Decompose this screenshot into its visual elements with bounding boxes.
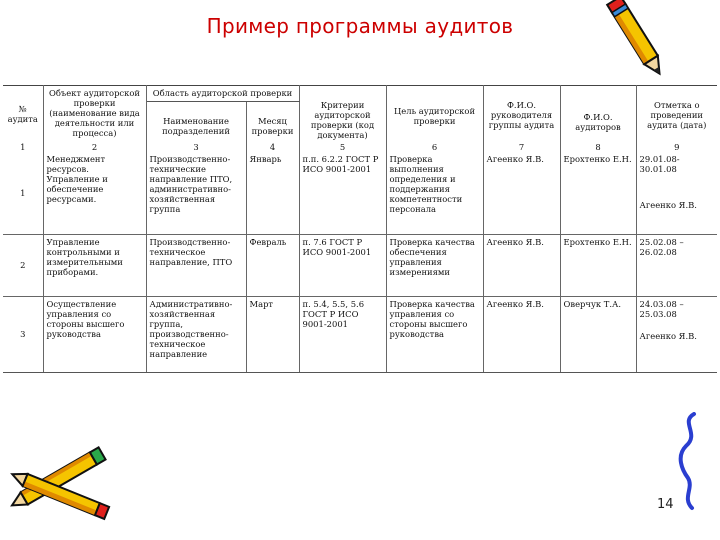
cell-auditor: Ерохтенко Е.Н. (560, 234, 636, 296)
header-area: Область аудиторской проверки (146, 86, 299, 102)
cell-object: Осуществление управления со стороны высшего руководства (43, 296, 146, 372)
header-object: Объект аудиторской проверки (наименование вида деятельности или процесса) (43, 86, 146, 143)
cell-unit: Производственно-техническое направление, ПТО (146, 234, 246, 296)
audit-program-table (3, 85, 717, 373)
cell-num: 1 (3, 152, 43, 234)
cell-goal: Проверка выполнения определения и поддержания компетентности персонала (386, 152, 483, 234)
col-number: 5 (299, 142, 386, 152)
cell-mark (636, 296, 717, 372)
cell-month: Февраль (246, 234, 299, 296)
cell-lead: Агеенко Я.В. (483, 152, 560, 234)
col-number: 6 (386, 142, 483, 152)
page-number: 14 (657, 497, 674, 512)
cell-lead: Агеенко Я.В. (483, 296, 560, 372)
cell-goal: Проверка качества управления со стороны высшего руководства (386, 296, 483, 372)
table-row (3, 296, 717, 372)
cell-auditor: Ерохтенко Е.Н. (560, 152, 636, 234)
header-auditor: Ф.И.О. аудиторов (560, 86, 636, 143)
col-number: 2 (43, 142, 146, 152)
cell-mark (636, 234, 717, 296)
pencil-icon (598, 0, 678, 82)
col-number: 1 (3, 142, 43, 152)
cell-num: 2 (3, 234, 43, 296)
cell-criteria: п.п. 6.2.2 ГОСТ Р ИСО 9001-2001 (299, 152, 386, 234)
cell-object: Управление контрольными и измерительными приборами. (43, 234, 146, 296)
header-goal: Цель аудиторской проверки (386, 86, 483, 143)
col-number: 3 (146, 142, 246, 152)
squiggle-decoration (676, 412, 706, 512)
header-lead: Ф.И.О. руководителя группы аудита (483, 86, 560, 143)
table-row (3, 152, 717, 234)
mark-signature: Агеенко Я.В. (639, 330, 697, 341)
mark-dates: 24.03.08 – 25.03.08 (639, 298, 684, 319)
mark-dates: 29.01.08- 30.01.08 (639, 154, 680, 174)
header-unit: Наименование подразделений (146, 102, 246, 142)
cell-goal: Проверка качества обеспечения управления измерениями (386, 234, 483, 296)
col-number: 8 (560, 142, 636, 152)
mark-signature: Агеенко Я.В. (639, 200, 697, 210)
table-row (3, 234, 717, 296)
header-mark: Отметка о проведении аудита (дата) (636, 86, 717, 143)
cell-criteria: п. 5.4, 5.5, 5.6 ГОСТ Р ИСО 9001-2001 (299, 296, 386, 372)
header-month: Месяц проверки (246, 102, 299, 142)
cell-month: Март (246, 296, 299, 372)
header-num: № аудита (3, 86, 43, 143)
cell-mark (636, 152, 717, 234)
cell-unit: Производственно-технические направление ПТО, административно-хозяйственная группа (146, 152, 246, 234)
col-number: 4 (246, 142, 299, 152)
col-number: 7 (483, 142, 560, 152)
cell-object: Менеджмент ресурсов. Управление и обеспечение ресурсами. (43, 152, 146, 234)
slide-title: Пример программы аудитов (206, 14, 514, 38)
mark-dates: 25.02.08 – 26.02.08 (639, 236, 684, 257)
cell-lead: Агеенко Я.В. (483, 234, 560, 296)
cell-month: Январь (246, 152, 299, 234)
pencils-icon (2, 430, 122, 530)
cell-criteria: п. 7.6 ГОСТ Р ИСО 9001-2001 (299, 234, 386, 296)
cell-unit: Административно-хозяйственная группа, производственно-техническое направление (146, 296, 246, 372)
header-criteria: Критерии аудиторской проверки (код документа) (299, 86, 386, 143)
cell-auditor: Оверчук Т.А. (560, 296, 636, 372)
col-number: 9 (674, 142, 680, 152)
cell-num: 3 (3, 296, 43, 372)
